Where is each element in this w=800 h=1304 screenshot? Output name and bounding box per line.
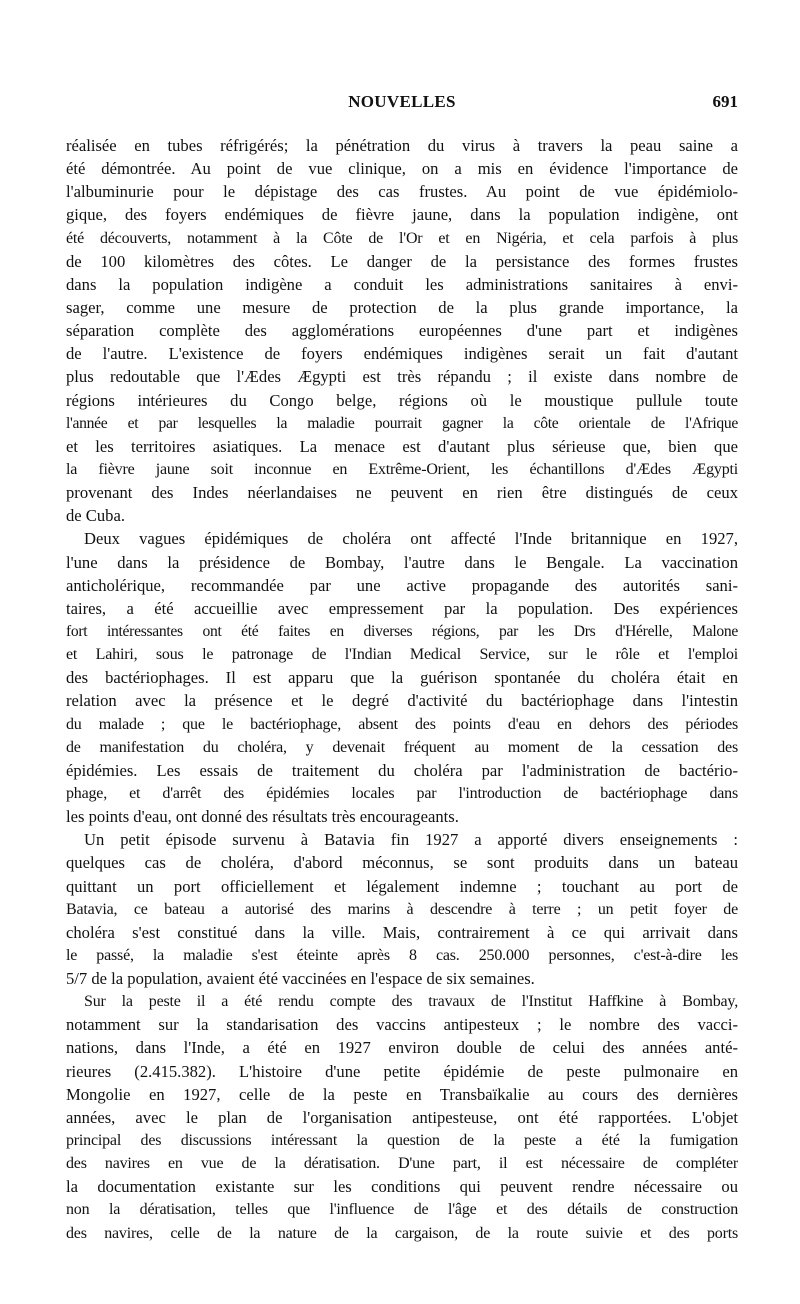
text-line: Batavia, ce bateau a autorisé des marins à descendre à terre ; un petit foyer de xyxy=(66,900,738,918)
text-line: de Cuba. xyxy=(66,506,125,526)
text-line: gique, des foyers endémiques de fièvre jaune, dans la population indigène, ont xyxy=(66,205,738,225)
text-line: des bactériophages. Il est apparu que la guérison spontanée du choléra était en xyxy=(66,668,738,688)
text-line: nations, dans l'Inde, a été en 1927 environ double de celui des années anté- xyxy=(66,1038,738,1058)
paragraph-cholera xyxy=(66,527,738,828)
text-line: phage, et d'arrêt des épidémies locales par l'introduction de bactériophage dans xyxy=(66,784,738,802)
text-line: non la dératisation, telles que l'influence de l'âge et des détails de construction xyxy=(66,1201,738,1219)
running-title: NOUVELLES xyxy=(348,92,456,111)
text-line: réalisée en tubes réfrigérés; la pénétration du virus à travers la peau saine a xyxy=(66,136,738,155)
text-line: de 100 kilomètres des côtes. Le danger de la persistance des formes frustes xyxy=(66,251,738,271)
text-line: été découverts, notamment à la Côte de l'Or et en Nigéria, et cela parfois à plus xyxy=(66,229,738,247)
page-header xyxy=(66,92,738,116)
text-line: la documentation existante sur les conditions qui peuvent rendre nécessaire ou xyxy=(66,1177,738,1197)
text-line: relation avec la présence et le degré d'activité du bactériophage dans l'intestin xyxy=(66,691,738,711)
text-line: et Lahiri, sous le patronage de l'Indian Medical Service, sur le rôle et l'emploi xyxy=(66,646,738,664)
text-line: épidémies. Les essais de traitement du choléra par l'administration de bactério- xyxy=(66,760,738,780)
text-line: Mongolie en 1927, celle de la peste en Transbaïkalie au cours des dernières xyxy=(66,1084,738,1104)
text-line: Un petit épisode survenu à Batavia fin 1927 a apporté divers enseignements : xyxy=(84,830,738,850)
text-line: notamment sur la standarisation des vaccins antipesteux ; le nombre des vacci- xyxy=(66,1015,738,1035)
text-line: dans la population indigène a conduit les administrations sanitaires à envi- xyxy=(66,274,738,294)
text-line: années, avec le plan de l'organisation antipesteuse, ont été rapportées. L'objet xyxy=(66,1107,738,1127)
text-line: Deux vagues épidémiques de choléra ont affecté l'Inde britannique en 1927, xyxy=(84,529,738,549)
text-line: la fièvre jaune soit inconnue en Extrême-Orient, les échantillons d'Ædes Ægypti xyxy=(66,460,738,478)
text-line: provenant des Indes néerlandaises ne peuvent en rien être distingués de ceux xyxy=(66,483,738,503)
page-number: 691 xyxy=(712,92,738,111)
paragraph-peste xyxy=(66,990,738,1245)
text-line: 5/7 de la population, avaient été vaccinées en l'espace de six semaines. xyxy=(66,969,535,989)
text-line: été démontrée. Au point de vue clinique, on a mis en évidence l'importance de xyxy=(66,159,738,179)
text-line: du malade ; que le bactériophage, absent des points d'eau en dehors des périodes xyxy=(66,715,738,733)
text-line: anticholérique, recommandée par une active propagande des autorités sani- xyxy=(66,575,738,595)
text-line: choléra s'est constitué dans la ville. Mais, contrairement à ce qui arrivait dans xyxy=(66,922,738,942)
text-line: principal des discussions intéressant la question de la peste a été la fumigation xyxy=(66,1132,738,1150)
text-line: de manifestation du choléra, y devenait fréquent au moment de la cessation des xyxy=(66,738,738,756)
paragraph-fievre-jaune xyxy=(66,134,738,527)
text-line: plus redoutable que l'Ædes Ægypti est très répandu ; il existe dans nombre de xyxy=(66,367,738,387)
text-line: Sur la peste il a été rendu compte des travaux de l'Institut Haffkine à Bombay, xyxy=(84,993,738,1011)
text-line: fort intéressantes ont été faites en diverses régions, par les Drs d'Hérelle, Malone xyxy=(66,622,738,640)
text-line: sager, comme une mesure de protection de la plus grande importance, la xyxy=(66,297,738,317)
paragraph-batavia xyxy=(66,828,738,990)
text-line: l'albuminurie pour le dépistage des cas frustes. Au point de vue épidémiolo- xyxy=(66,182,738,202)
text-line: des navires, celle de la nature de la cargaison, de la route suivie et des ports xyxy=(66,1224,738,1242)
text-line: des navires en vue de la dératisation. D'une part, il est nécessaire de compléter xyxy=(66,1155,738,1173)
text-line: de l'autre. L'existence de foyers endémiques indigènes serait un fait d'autant xyxy=(66,344,738,364)
text-line: taires, a été accueillie avec empressement par la population. Des expériences xyxy=(66,598,738,618)
text-line: séparation complète des agglomérations européennes d'une part et indigènes xyxy=(66,321,738,341)
text-line: quittant un port officiellement et légalement indemne ; touchant au port de xyxy=(66,876,738,896)
body-text xyxy=(66,134,738,1245)
text-line: l'une dans la présidence de Bombay, l'autre dans le Bengale. La vaccination xyxy=(66,552,738,572)
text-line: quelques cas de choléra, d'abord méconnus, se sont produits dans un bateau xyxy=(66,853,738,873)
text-line: le passé, la maladie s'est éteinte après 8 cas. 250.000 personnes, c'est-à-dire les xyxy=(66,946,738,964)
text-line: les points d'eau, ont donné des résultats très encourageants. xyxy=(66,807,459,827)
text-line: régions intérieures du Congo belge, régions où le moustique pullule toute xyxy=(66,390,738,410)
text-line: rieures (2.415.382). L'histoire d'une petite épidémie de peste pulmonaire en xyxy=(66,1061,738,1081)
text-line: et les territoires asiatiques. La menace est d'autant plus sérieuse que, bien que xyxy=(66,436,738,456)
text-line: l'année et par lesquelles la maladie pourrait gagner la côte orientale de l'Afrique xyxy=(66,414,738,432)
